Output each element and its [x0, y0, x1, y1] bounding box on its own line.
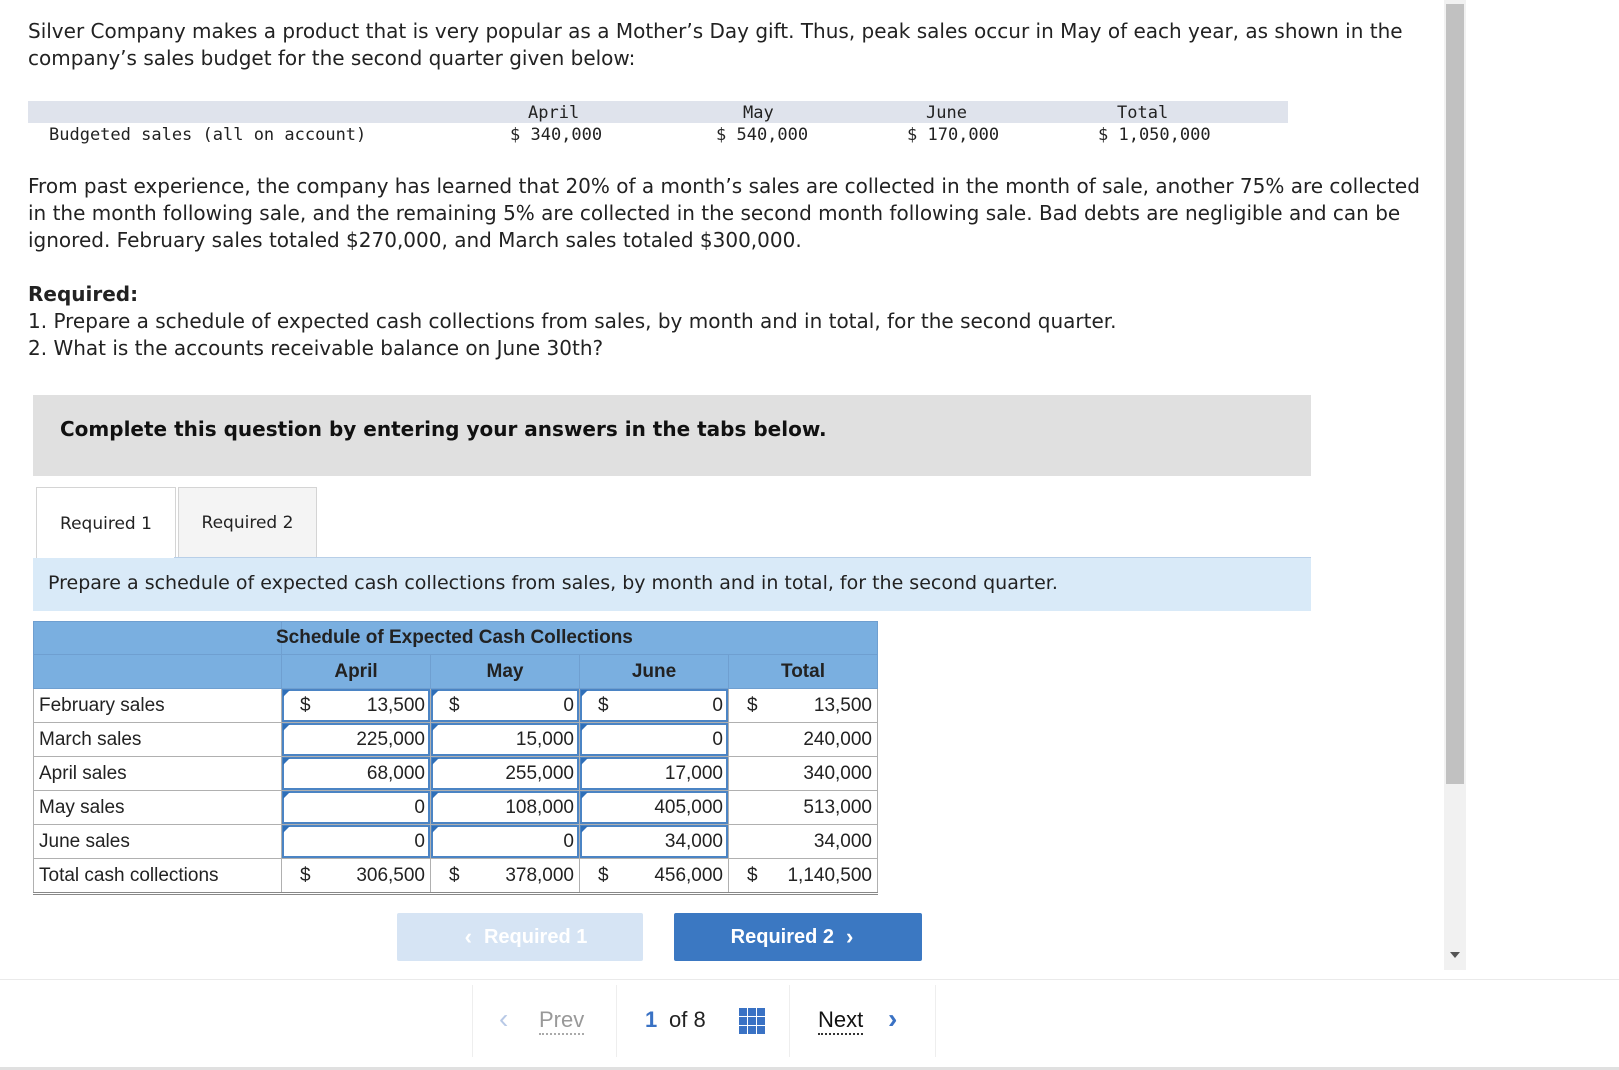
schedule-header-blank [34, 655, 282, 689]
chevron-right-icon: › [846, 924, 854, 949]
input-jun-april[interactable]: 0 [282, 825, 431, 859]
budget-header-may: May [743, 103, 774, 123]
pager-prev-label: Prev [539, 1007, 584, 1035]
row-label: May sales [34, 791, 282, 825]
instruction-box [33, 395, 1311, 476]
total-april: $ 306,500 [282, 859, 431, 894]
chevron-left-icon: ‹ [499, 1003, 509, 1034]
input-may-may[interactable]: 108,000 [431, 791, 580, 825]
input-may-june[interactable]: 405,000 [580, 791, 729, 825]
pager-next-label: Next [818, 1007, 863, 1035]
schedule-header-total: Total [729, 655, 878, 689]
budget-header-april: April [528, 103, 580, 123]
table-row [34, 689, 878, 723]
required-item-1: 1. Prepare a schedule of expected cash collections from sales, by month and in total, for the second quarter. [28, 309, 1117, 333]
schedule-title-row [34, 622, 878, 655]
total-june: $ 456,000 [580, 859, 729, 894]
table-row [34, 825, 878, 859]
scroll-down-arrow-icon[interactable] [1450, 952, 1460, 958]
problem-intro: Silver Company makes a product that is very popular as a Mother’s Day gift. Thus, peak sales occur in May of each year, as shown in the company’s sales budget for the second quarter given below: [28, 19, 1403, 70]
input-jun-june[interactable]: 34,000 [580, 825, 729, 859]
total-apr: 340,000 [729, 757, 878, 791]
vertical-scrollbar[interactable] [1444, 0, 1466, 970]
tab-required-1[interactable] [36, 487, 176, 559]
input-mar-june[interactable]: 0 [580, 723, 729, 757]
input-feb-may[interactable]: $ 0 [431, 689, 580, 723]
row-label: February sales [34, 689, 282, 723]
input-apr-april[interactable]: 68,000 [282, 757, 431, 791]
grid-icon[interactable] [739, 1008, 765, 1034]
chevron-left-icon: ‹ [464, 924, 472, 949]
input-mar-may[interactable]: 15,000 [431, 723, 580, 757]
total-jun: 34,000 [729, 825, 878, 859]
input-jun-may[interactable]: 0 [431, 825, 580, 859]
problem-experience: From past experience, the company has learned that 20% of a month’s sales are collected in the month of sale, another 75% are collected in the month following sale, and the remaining 5% are collected in the second month following sale. Bad debts are negligible and can be ignored. February sales totaled $270,000, and March sales totaled $300,000. [28, 174, 1420, 252]
total-may-col: $ 378,000 [431, 859, 580, 894]
budget-header-row [28, 101, 1288, 123]
pager-of: of 8 [669, 1007, 706, 1032]
required-section [28, 281, 1428, 362]
prev-required-button[interactable] [397, 913, 643, 961]
schedule-header-april: April [282, 655, 431, 689]
row-label: Total cash collections [34, 859, 282, 894]
budget-table [28, 101, 1288, 149]
chevron-right-icon: › [888, 1003, 898, 1034]
budget-value-april: $ 340,000 [510, 125, 603, 145]
budget-header-total: Total [1117, 103, 1169, 123]
total-mar: 240,000 [729, 723, 878, 757]
pager-next-button[interactable] [789, 985, 936, 1057]
row-label: March sales [34, 723, 282, 757]
prev-required-label: Required 1 [483, 925, 588, 948]
required-item-2: 2. What is the accounts receivable balance on June 30th? [28, 336, 604, 360]
table-row [34, 791, 878, 825]
required-heading: Required: [28, 282, 139, 306]
table-row-total [34, 859, 878, 894]
budget-value-total: $ 1,050,000 [1098, 125, 1211, 145]
input-apr-june[interactable]: 17,000 [580, 757, 729, 791]
schedule-header-may: May [431, 655, 580, 689]
schedule-header-june: June [580, 655, 729, 689]
scroll-thumb[interactable] [1446, 4, 1464, 784]
footer-divider [0, 979, 1619, 980]
next-required-button[interactable] [674, 913, 922, 961]
schedule-title-spacer [34, 622, 282, 655]
grand-total: $ 1,140,500 [729, 859, 878, 894]
tab-required-1-label: Required 1 [60, 513, 152, 534]
schedule-table [33, 621, 878, 895]
budget-row-label: Budgeted sales (all on account) [49, 125, 367, 145]
next-required-label: Required 2 [730, 925, 835, 948]
instruction-text: Complete this question by entering your answers in the tabs below. [60, 417, 827, 441]
row-label: April sales [34, 757, 282, 791]
total-feb: $ 13,500 [729, 689, 878, 723]
budget-row [28, 123, 1288, 149]
input-apr-may[interactable]: 255,000 [431, 757, 580, 791]
pager-prev-button[interactable] [472, 985, 617, 1057]
prompt-text: Prepare a schedule of expected cash collections from sales, by month and in total, for the second quarter. [48, 572, 1058, 594]
total-may: 513,000 [729, 791, 878, 825]
input-may-april[interactable]: 0 [282, 791, 431, 825]
budget-value-may: $ 540,000 [716, 125, 809, 145]
row-label: June sales [34, 825, 282, 859]
schedule-header-row [34, 655, 878, 689]
input-feb-june[interactable]: $ 0 [580, 689, 729, 723]
budget-value-june: $ 170,000 [907, 125, 1000, 145]
input-mar-april[interactable]: 225,000 [282, 723, 431, 757]
schedule-title: Schedule of Expected Cash Collections [282, 622, 878, 655]
pager-current: 1 [645, 1007, 658, 1032]
tab-required-2-label: Required 2 [201, 513, 294, 533]
input-feb-april[interactable]: $ 13,500 [282, 689, 431, 723]
prompt-box [33, 558, 1311, 611]
budget-header-june: June [926, 103, 967, 123]
table-row [34, 757, 878, 791]
tab-required-2[interactable] [178, 487, 317, 559]
pager-indicator [645, 985, 775, 1057]
table-row [34, 723, 878, 757]
